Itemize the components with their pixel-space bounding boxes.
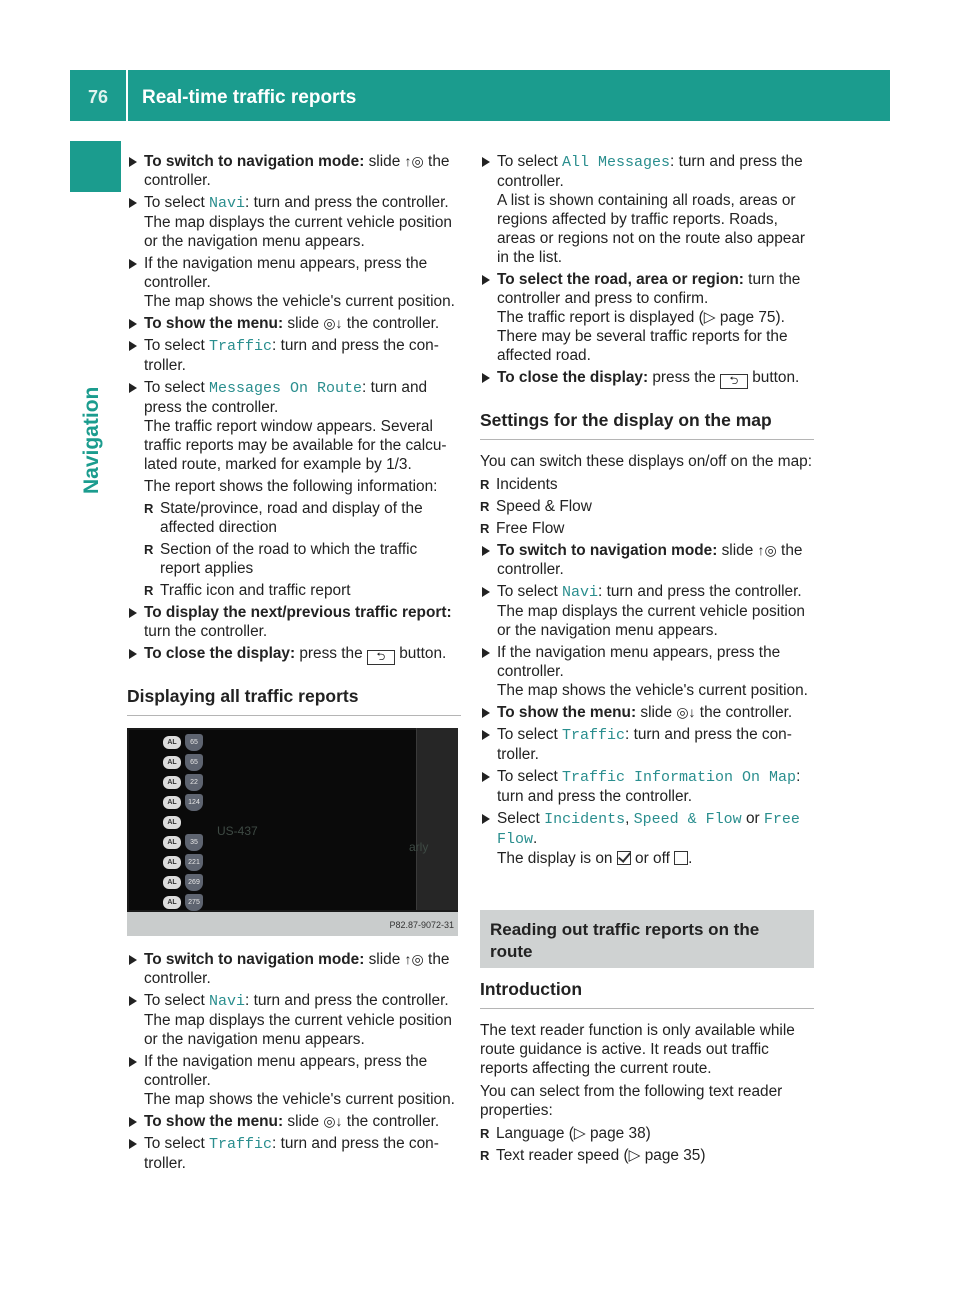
slide-down-controller-icon: ◎↓ xyxy=(676,704,696,720)
traffic-list-row xyxy=(163,814,223,832)
step-select-all-messages: To select All Messages: turn and press the controller. A list is shown containing all roads, areas or regions affected by traffic reports. Roads, areas or regions not on the route also appear in the list. xyxy=(480,152,814,267)
step-select-navi: To select Navi: turn and press the controller. The map displays the current vehicle position or the navigation menu appears. xyxy=(127,991,461,1049)
step-select-messages-on-route: To select Messages On Route: turn and press the controller. The traffic report window appears. Several traffic reports may be available for the calcu-lated route, marked for example by 1/3. xyxy=(127,378,461,474)
figure-caption-bar xyxy=(127,912,458,936)
step-nav-menu: If the navigation menu appears, press the controller. The map shows the vehicle's current position. xyxy=(480,643,814,700)
road-shield-icon: 124 xyxy=(185,794,203,811)
step-switch-nav-mode: To switch to navigation mode: slide ↑◎ the controller. xyxy=(127,950,461,988)
list-item: R Incidents xyxy=(480,475,814,494)
traffic-list-row xyxy=(163,894,223,912)
alert-icon: AL xyxy=(163,836,181,849)
traffic-list-row xyxy=(163,874,223,892)
step-nav-menu: If the navigation menu appears, press the controller. The map shows the vehicle's current position. xyxy=(127,254,461,311)
slide-up-controller-icon: ↑◎ xyxy=(404,951,424,967)
list-item: R State/province, road and display of the affected direction xyxy=(127,499,461,537)
option-incidents: Incidents xyxy=(544,811,626,828)
step-switch-nav-mode: To switch to navigation mode: slide ↑◎ the controller. xyxy=(480,541,814,579)
option-traffic: Traffic xyxy=(209,338,273,355)
list-item: R Section of the road to which the traffic report applies xyxy=(127,540,461,578)
report-info-intro: The report shows the following information: xyxy=(144,478,438,495)
option-traffic: Traffic xyxy=(562,727,626,744)
alert-icon: AL xyxy=(163,856,181,869)
road-shield-icon: 22 xyxy=(185,774,203,791)
step-select-navi: To select Navi: turn and press the controller. The map displays the current vehicle position or the navigation menu appears. xyxy=(480,582,814,640)
slide-down-controller-icon: ◎↓ xyxy=(323,315,343,331)
alert-icon: AL xyxy=(163,736,181,749)
alert-icon: AL xyxy=(163,876,181,889)
screen-side-panel xyxy=(416,728,458,910)
step-next-previous: To display the next/previous traffic report: turn the controller. xyxy=(127,603,461,641)
traffic-list-row xyxy=(163,754,223,772)
slide-up-controller-icon: ↑◎ xyxy=(404,153,424,169)
step-nav-menu: If the navigation menu appears, press the controller. The map shows the vehicle's current position. xyxy=(127,1052,461,1109)
traffic-list-row xyxy=(163,834,223,852)
step-switch-nav-mode: To switch to navigation mode: slide ↑◎ the controller. xyxy=(127,152,461,190)
step-select-traffic: To select Traffic: turn and press the con-troller. xyxy=(127,336,461,375)
option-traffic: Traffic xyxy=(209,1136,273,1153)
traffic-list-row xyxy=(163,794,223,812)
step-select-display-type: Select Incidents, Speed & Flow or Free Flow. The display is on or off . xyxy=(480,809,814,868)
alert-icon: AL xyxy=(163,776,181,789)
option-messages-on-route: Messages On Route xyxy=(209,380,363,397)
map-settings-intro: You can switch these displays on/off on the map: xyxy=(480,453,812,470)
text-reader-properties-intro: You can select from the following text reader properties: xyxy=(480,1083,783,1119)
step-close-display: To close the display: press the ⮌ button. xyxy=(480,368,814,389)
step-select-traffic: To select Traffic: turn and press the con-troller. xyxy=(127,1134,461,1173)
traffic-list-row xyxy=(163,854,223,872)
list-item: R Speed & Flow xyxy=(480,497,814,516)
road-shield-icon: 65 xyxy=(185,754,203,771)
figure-code: P82.87-9072-31 xyxy=(389,920,454,930)
traffic-list-row xyxy=(163,774,223,792)
alert-icon: AL xyxy=(163,816,181,829)
intro-paragraph: The text reader function is only available while route guidance is active. It reads out traffic reports affecting the current route. xyxy=(480,1022,795,1077)
section-heading-introduction: Introduction xyxy=(480,978,814,1009)
section-heading-map-settings: Settings for the display on the map xyxy=(480,409,814,440)
option-free-flow: Free Flow xyxy=(497,811,800,848)
page-title: Real-time traffic reports xyxy=(142,87,357,108)
checkbox-unchecked-icon xyxy=(674,851,688,865)
option-navi: Navi xyxy=(562,584,599,601)
road-shield-icon: 65 xyxy=(185,734,203,751)
sidebar-tab-block xyxy=(70,141,121,192)
alert-icon: AL xyxy=(163,796,181,809)
left-column xyxy=(127,152,461,1176)
option-speed-flow: Speed & Flow xyxy=(633,811,742,828)
step-show-menu: To show the menu: slide ◎↓ the controller. xyxy=(127,314,461,333)
option-traffic-info-on-map: Traffic Information On Map xyxy=(562,769,797,786)
step-select-traffic-info-on-map: To select Traffic Information On Map: turn and press the controller. xyxy=(480,767,814,806)
step-show-menu: To show the menu: slide ◎↓ the controller. xyxy=(127,1112,461,1131)
list-item: R Traffic icon and traffic report xyxy=(127,581,461,600)
back-button-icon: ⮌ xyxy=(720,374,748,389)
section-heading-all-reports: Displaying all traffic reports xyxy=(127,685,461,716)
list-item: R Language (▷ page 38) xyxy=(480,1124,814,1143)
traffic-list-screenshot xyxy=(127,728,458,936)
option-navi: Navi xyxy=(209,993,246,1010)
header-divider xyxy=(126,70,128,121)
slide-down-controller-icon: ◎↓ xyxy=(323,1113,343,1129)
faint-road-label: US-437 xyxy=(217,824,258,838)
list-item: R Text reader speed (▷ page 35) xyxy=(480,1146,814,1165)
step-select-navi: To select Navi: turn and press the controller. The map displays the current vehicle position or the navigation menu appears. xyxy=(127,193,461,251)
step-select-traffic: To select Traffic: turn and press the con-troller. xyxy=(480,725,814,764)
list-item: R Free Flow xyxy=(480,519,814,538)
step-select-road: To select the road, area or region: turn the controller and press to confirm. The traffic report is displayed (▷ page 75). There may be several traffic reports for the affected road. xyxy=(480,270,814,365)
alert-icon: AL xyxy=(163,756,181,769)
page-number: 76 xyxy=(88,87,109,107)
option-navi: Navi xyxy=(209,195,246,212)
back-button-icon: ⮌ xyxy=(367,650,395,665)
page-header xyxy=(70,70,890,121)
slide-up-controller-icon: ↑◎ xyxy=(757,542,777,558)
checkbox-checked-icon xyxy=(617,851,631,865)
step-close-display: To close the display: press the ⮌ button. xyxy=(127,644,461,665)
road-shield-icon: 269 xyxy=(185,874,203,891)
option-all-messages: All Messages xyxy=(562,154,671,171)
faint-side-label: arly xyxy=(409,840,429,854)
road-shield-icon: 275 xyxy=(185,894,203,911)
road-shield-icon: 35 xyxy=(185,834,203,851)
step-show-menu: To show the menu: slide ◎↓ the controller. xyxy=(480,703,814,722)
right-column xyxy=(480,152,814,1168)
road-shield-icon: 221 xyxy=(185,854,203,871)
section-box-reading-out-reports: Reading out traffic reports on the route xyxy=(480,910,814,968)
alert-icon: AL xyxy=(163,896,181,909)
traffic-list-row xyxy=(163,734,223,752)
